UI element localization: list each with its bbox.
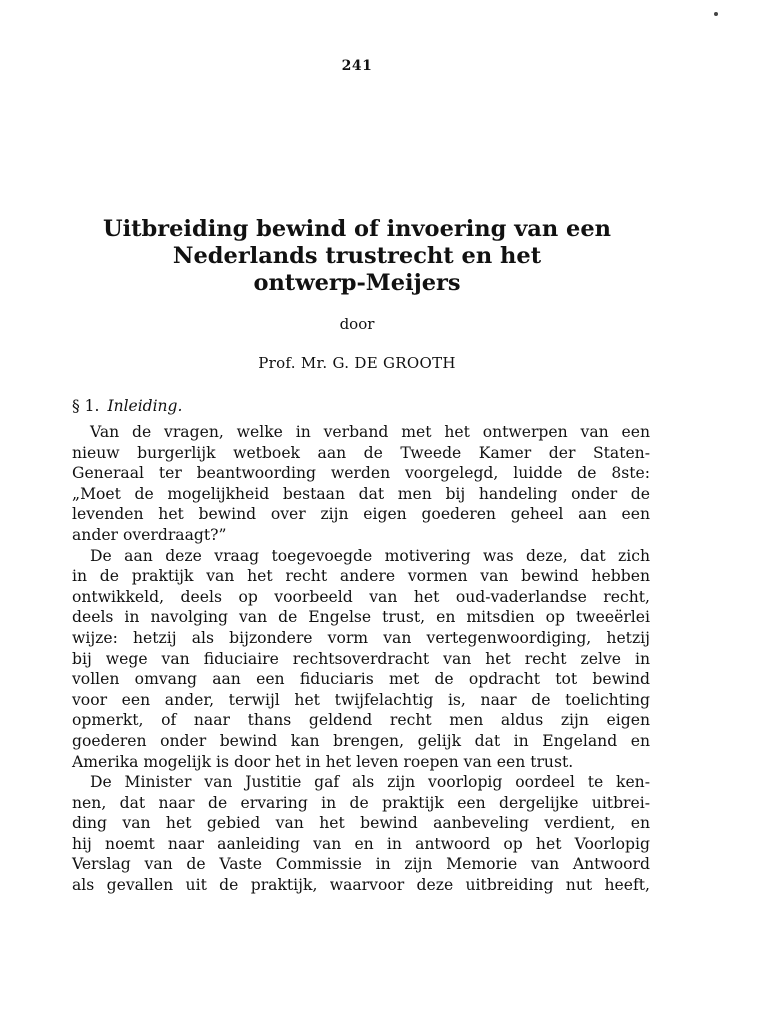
text-line: deels in navolging van de Engelse trust, en mitsdien op tweeërlei [72,608,650,627]
text-line: voor een ander, terwijl het twijfelachtig is, naar de toelichting [72,690,650,709]
text-line: goederen onder bewind kan brengen, gelijk dat in Engeland en [72,731,650,750]
text-line: levenden het bewind over zijn eigen goederen geheel aan een [72,505,650,524]
text-line: bij wege van fiduciaire rechtsoverdracht van het recht zelve in [72,649,650,668]
text-line: De Minister van Justitie gaf als zijn voorlopig oordeel te ken- [90,773,650,792]
author-name: Prof. Mr. G. DE GROOTH [258,354,456,372]
text-line: hij noemt naar aanleiding van en in antwoord op het Voorlopig [72,834,650,853]
body-text [72,422,650,896]
text-line: opmerkt, of naar thans geldend recht men aldus zijn eigen [72,711,650,730]
text-line: Amerika mogelijk is door het in het leven roepen van een trust. [72,752,574,771]
text-line: wijze: hetzij als bijzondere vorm van vertegenwoordiging, hetzij [72,628,650,647]
text-line: „Moet de mogelijkheid bestaan dat men bij handeling onder de [72,484,650,503]
section-title: Inleiding. [107,397,183,415]
text-line: Generaal ter beantwoording werden voorgelegd, luidde de 8ste: [72,464,650,483]
page-number: 241 [341,58,373,74]
text-line: in de praktijk van het recht andere vormen van bewind hebben [72,567,650,586]
byline-door: door [339,315,375,333]
text-line: Verslag van de Vaste Commissie in zijn Memorie van Antwoord [72,855,650,874]
scan-speck [714,12,718,16]
text-line: ontwikkeld, deels op voorbeeld van het oud-vaderlandse recht, [72,587,650,606]
text-line: vollen omvang aan een fiduciaris met de opdracht tot bewind [72,670,650,689]
article-title [60,216,654,297]
text-line: nieuw burgerlijk wetboek aan de Tweede Kamer der Staten- [72,443,650,462]
section-heading [72,397,182,415]
text-line: als gevallen uit de praktijk, waarvoor deze uitbreiding nut heeft, [72,876,650,895]
text-line: Van de vragen, welke in verband met het ontwerpen van een [90,423,650,441]
text-line: ding van het gebied van het bewind aanbeveling verdient, en [72,814,650,833]
text-line: De aan deze vraag toegevoegde motivering was deze, dat zich [90,546,650,565]
text-line: nen, dat naar de ervaring in de praktijk een dergelijke uitbrei- [72,793,650,812]
section-number: § 1. [72,397,100,415]
title-line: ontwerp-Meijers [253,270,461,296]
title-line: Uitbreiding bewind of invoering van een [102,216,612,242]
title-line: Nederlands trustrecht en het [172,243,542,269]
text-line: ander overdraagt?” [72,525,227,544]
